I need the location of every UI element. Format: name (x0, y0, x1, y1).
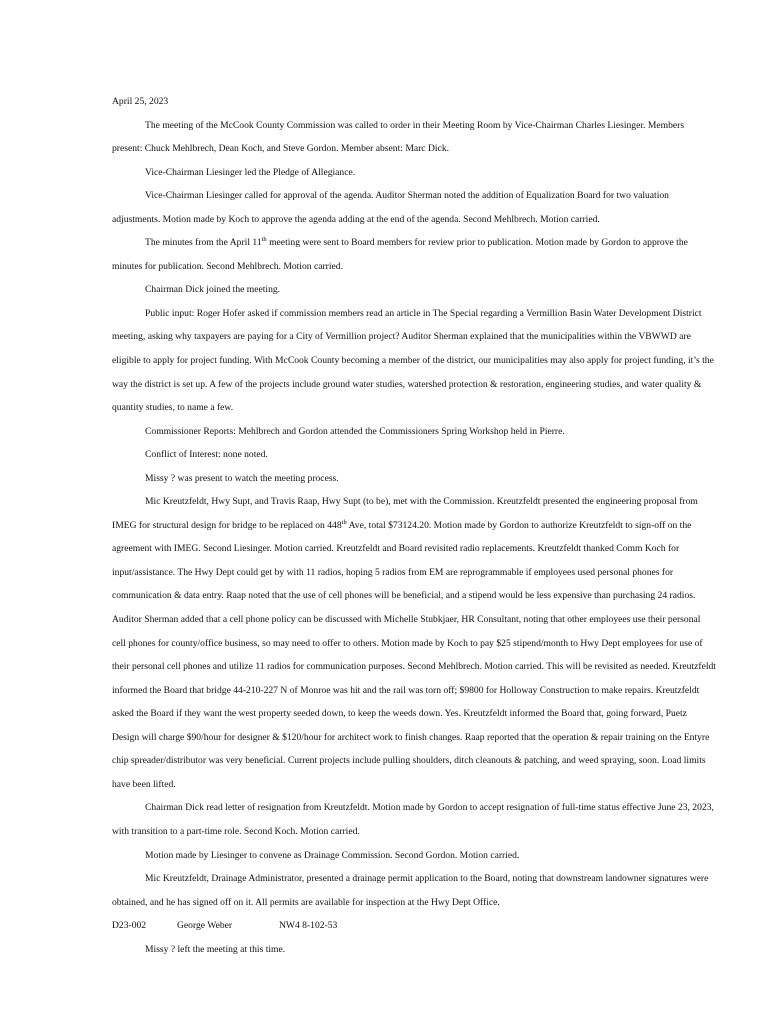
ordinal-suffix: th (261, 236, 267, 244)
paragraph-drainage-convene: Motion made by Liesinger to convene as Drainage Commission. Second Gordon. Motion carried. (145, 849, 520, 861)
ordinal-suffix: th (341, 518, 347, 526)
meeting-minutes (112, 90, 716, 961)
minutes-text-start: The minutes from the April 11 (145, 237, 262, 249)
paragraph-call-to-order: The meeting of the McCook County Commission was called to order in their Meeting Room by Vice-Chairman Charles Liesinger. Members present: Chuck Mehlbrech, Dean Koch, and Steve Gordon. Member absent: Marc Dick. (112, 119, 685, 155)
paragraph-chairman-joined: Chairman Dick joined the meeting. (145, 284, 281, 296)
permit-location: NW4 8-102-53 (279, 920, 338, 932)
paragraph-missy-present: Missy ? was present to watch the meeting process. (145, 472, 339, 484)
permit-applicant: George Weber (177, 920, 233, 932)
paragraph-public-input: Public input: Roger Hofer asked if commission members read an article in The Special regarding a Vermillion Basin Water Development District meeting, asking why taxpayers are paying for a City of Vermillion project? Auditor Sherman explained that the municipalities within the VBWWD are eligible to apply for project funding. With McCook County becoming a member of the district, our municipalities may also apply for project funding, it’s the way the district is set up. A few of the projects include ground water studies, watershed protection & restoration, engineering studies, and water quality & quantity studies, to name a few. (112, 307, 714, 414)
paragraph-pledge: Vice-Chairman Liesinger led the Pledge of Allegiance. (145, 166, 356, 178)
paragraph-minutes-approval (112, 231, 716, 278)
highway-text-start: Mic Kreutzfeldt, Hwy Supt, and Travis Raap, Hwy Supt (to be), met with the Commission. Kreutzfeldt presented the engineering proposal from IMEG for structural design for bridge to be replaced on 448 (112, 496, 698, 531)
permit-row (112, 914, 716, 938)
highway-text-end: Ave, total $73124.20. Motion made by Gordon to authorize Kreutzfeldt to sign-off on the agreement with IMEG. Second Liesinger. Motion carried. Kreutzfeldt and Board revisited radio replacements. Kreutzfeldt thanked Comm Koch for input/assistance. The Hwy Dept could get by with 11 radios, hoping 5 radios from EM are reprogrammable if employees used personal phones for communication & data entry. Raap noted that the use of cell phones will be beneficial, and a stipend would be less expensive than purchasing 24 radios. Auditor Sherman added that a cell phone policy can be discussed with Michelle Stubkjaer, HR Consultant, noting that other employees use their personal cell phones for county/office business, so may need to offer to others. Motion made by Koch to pay $25 stipend/month to Hwy Dept employees for use of their personal cell phones and utilize 11 radios for communication purposes. Second Mehlbrech. Motion carried. This will be revisited as needed. Kreutzfeldt informed the Board that bridge 44-210-227 N of Monroe was hit and the rail was torn off; $9800 for Holloway Construction to make repairs. Kreutzfeldt asked the Board if they want the west property seeded down, to keep the weeds down. Yes. Kreutzfeldt informed the Board that, going forward, Puetz Design will charge $90/hour for designer & $120/hour for architect work to finish changes. Raap reported that the operation & repair training on the Entyre chip spreader/distributor was very beneficial. Current projects include pulling shoulders, ditch cleanouts & patching, and weed spraying, soon. Load limits have been lifted. (112, 519, 716, 790)
paragraph-conflict-of-interest: Conflict of Interest: none noted. (145, 449, 268, 461)
permit-id: D23-002 (112, 920, 147, 932)
minutes-text-end: meeting were sent to Board members for review prior to publication. Motion made by Gordon to approve the minutes for publication. Second Mehlbrech. Motion carried. (112, 237, 688, 272)
paragraph-highway-department (112, 490, 716, 796)
paragraph-resignation: Chairman Dick read letter of resignation from Kreutzfeldt. Motion made by Gordon to accept resignation of full-time status effective June 23, 2023, with transition to a part-time role. Second Koch. Motion carried. (112, 802, 714, 837)
paragraph-missy-left: Missy ? left the meeting at this time. (145, 943, 286, 955)
paragraph-agenda: Vice-Chairman Liesinger called for approval of the agenda. Auditor Sherman noted the addition of Equalization Board for two valuation adjustments. Motion made by Koch to approve the agenda adding at the end of the agenda. Second Mehlbrech. Motion carried. (112, 190, 669, 225)
meeting-date: April 25, 2023 (112, 96, 169, 107)
paragraph-commissioner-reports: Commissioner Reports: Mehlbrech and Gordon attended the Commissioners Spring Workshop held in Pierre. (145, 425, 565, 437)
paragraph-drainage-permit: Mic Kreutzfeldt, Drainage Administrator, presented a drainage permit application to the Board, noting that downstream landowner signatures were obtained, and he has signed off on it. All permits are available for inspection at the Hwy Dept Office. (112, 873, 709, 908)
